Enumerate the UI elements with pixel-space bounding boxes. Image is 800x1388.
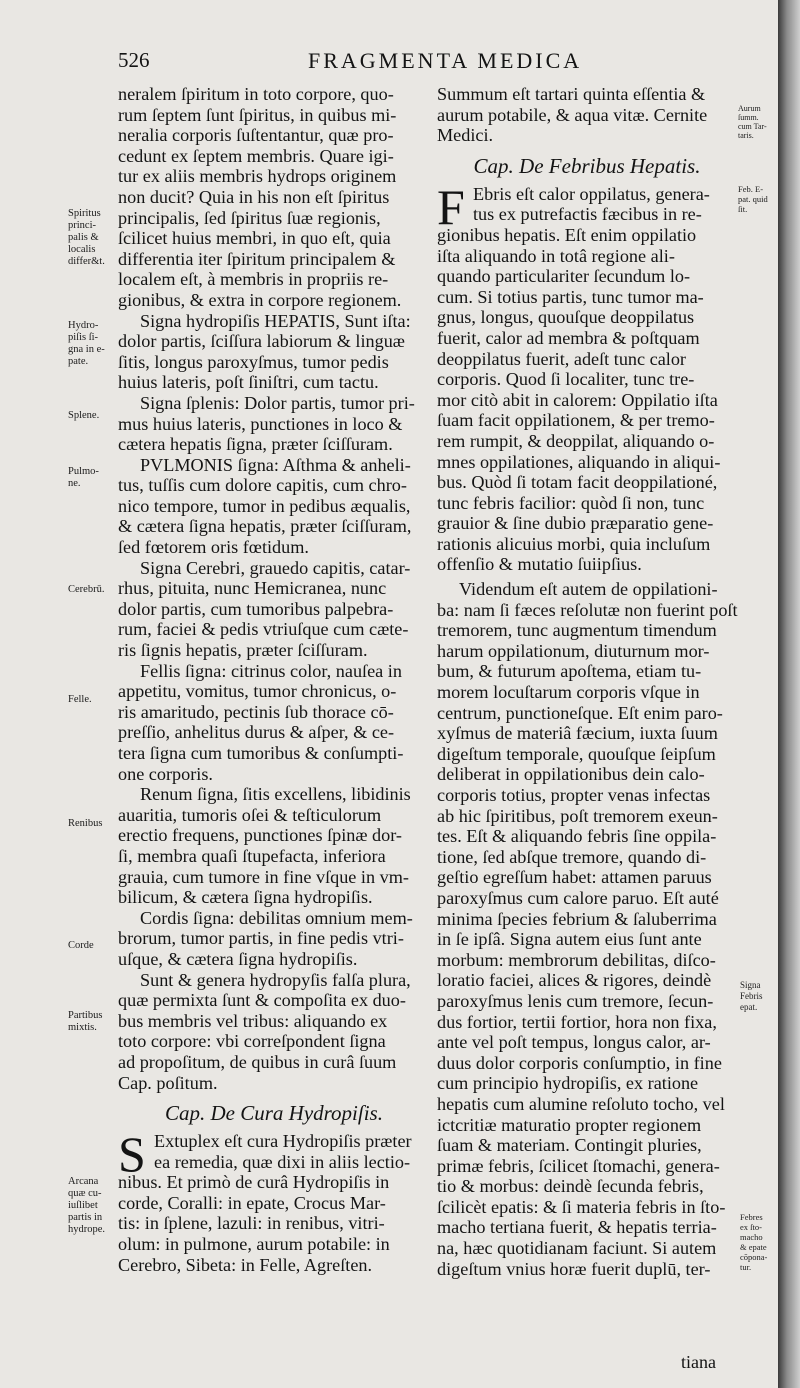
margin-note-line: Hydro- [68,320,99,331]
text-line: Signa Cerebri, grauedo capitis, catar- [140,557,411,578]
text-line: tio & morbus: deindè ſecunda febris, [437,1176,704,1197]
margin-note-hydropisis [68,320,105,368]
text-line: uſque, & cætera ſigna hydropiſis. [118,948,358,969]
text-line: ante vel poſt tempus, longus calor, ar- [437,1032,711,1053]
text-line: cedunt ex ſeptem membris. Quare igi- [118,145,394,166]
text-line: Cap. poſitum. [118,1072,218,1093]
margin-note-line: tur. [740,1262,752,1272]
text-line: ſi, membra quaſi ſtupefacta, inferiora [118,845,386,866]
text-line: tione, ſed abſque tremore, quando di- [437,846,707,867]
text-line: deliberat in oppilationibus dein calo- [437,764,705,785]
text-line: differentia iter ſpiritum principalem & [118,248,396,269]
margin-note-line: cōpona- [740,1252,768,1262]
text-line: nibus. Et primò de curâ Hydropiſis in [118,1172,390,1193]
text-line: ictcritiæ maturatio propter regionem [437,1114,702,1135]
text-line: fuerit, calor ad membra & poſtquam [437,327,700,348]
text-line: minima ſpecies febrium & ſaluberrima [437,908,717,929]
text-line: nico tempore, tumor in pedibus æqualis, [118,495,411,516]
paragraph-hydropisis-hepatis [118,311,430,393]
text-line: Cordis ſigna: debilitas omnium mem- [140,907,413,928]
text-line: dolor partis, cum tumoribus palpebra- [118,598,394,619]
text-line: Videndum eſt autem de oppilationi- [459,579,718,600]
text-line: ſcilicet huius membri, in quo eſt, quia [118,228,391,249]
catchword: tiana [681,1352,716,1372]
margin-note-line: & epate [740,1242,767,1252]
text-line: & cætera ſigna hepatis, præter ſciſſuram, [118,516,412,537]
paragraph-pulmonis [118,455,430,558]
text-line: bus. Quòd ſi totam facit deoppilationé, [437,472,718,493]
margin-note-line: macho [740,1232,763,1242]
paragraph-genera [118,970,430,1094]
text-line: neralem ſpiritum in toto corpore, quo- [118,84,394,104]
margin-note-line: ſumm. [738,113,759,122]
text-line: ſcilicèt epatis: & ſi materia febris in ſto- [437,1196,726,1217]
page-number: 526 [118,48,150,72]
margin-note-line: partis in [68,1212,103,1223]
text-line: mor citò abit in calorem: Oppilatio iſta [437,389,718,410]
margin-note-cerebro [68,584,104,596]
page-binding-gutter [778,0,800,1388]
text-line: macho tertiana fuerit, & hepatis terria- [437,1217,717,1238]
text-line: localem eſt, à membris in propriis re- [118,269,389,290]
text-line: offenſio & mutatio ſuiipſius. [437,554,642,575]
text-line: mus huius lateris, punctiones in loco & [118,413,403,434]
text-line: harum oppilationum, diuturnum mor- [437,640,710,661]
text-line: quando particulariter ſecundum lo- [437,266,691,287]
text-line: rationis alicuius morbi, quia incluſum [437,533,711,554]
text-line: tus ex putrefactis fæcibus in re- [473,204,702,225]
text-line: Renum ſigna, ſitis excellens, libidinis [140,784,411,805]
margin-note-line: pate. [68,356,89,367]
text-line: dolor partis, ſciſſura labiorum & linguæ [118,331,405,352]
text-line: bus membris vel tribus: aliquando ex [118,1010,388,1031]
text-line: Sunt & genera hydropyſis falſa plura, [140,969,411,990]
chapter-heading-cura-hydropisis: Cap. De Cura Hydropiſis. [165,1101,383,1126]
text-line: toto corpore: vbi correſpondent ſigna [118,1031,386,1052]
margin-note-line: Corde [68,940,94,951]
text-line: grauior & ſine dubio præparatio gene- [437,513,714,534]
text-line: auaritia, tumoris oſei & teſticulorum [118,804,382,825]
text-line: one corporis. [118,763,213,784]
text-line: ea remedia, quæ dixi in aliis lectio- [154,1151,411,1172]
paragraph [118,84,430,311]
margin-note-line: Aurum [738,104,761,113]
text-line: ba: nam ſi fæces reſolutæ non fuerint poſt [437,599,738,620]
text-line: duus dolor corporis conſumptio, in fine [437,1052,722,1073]
text-line: paroxyſmus cum calore paruo. Eſt auté [437,887,719,908]
margin-note-line: Felle. [68,694,92,705]
text-line: quæ permixta ſunt & compoſita ex duo- [118,990,406,1011]
text-line: grauia, cum tumore in fine vſque in vm- [118,866,409,887]
left-column [118,84,430,1275]
text-line: non ducit? Quia in his non eſt ſpiritus [118,186,390,207]
margin-note-pulmone [68,466,99,490]
text-line: geſtio egreſſum habet: attamen paruus [437,867,712,888]
margin-note-signa-febris [740,980,763,1013]
text-line: Signa hydropiſis HEPATIS, Sunt iſta: [140,310,411,331]
paragraph-renum [118,784,430,908]
text-line: ris amaritudo, pectinis ſub thorace cō- [118,701,394,722]
text-line: ab hic ſpiritibus, poſt tremorem exeun- [437,805,718,826]
text-line: bilicum, & cætera ſigna hydropiſis. [118,887,373,908]
text-line: tus, tuſſis cum dolore capitis, cum chro- [118,475,407,496]
margin-note-febris-epatis [738,184,768,214]
text-line: ſitis, longus paroxyſmus, tumor pedis [118,351,389,372]
text-line: cum. Si totius partis, tunc tumor ma- [437,286,704,307]
text-line: Medici. [437,125,494,146]
text-line: erectio frequens, punctiones ſpinæ dor- [118,825,402,846]
margin-note-line: iuſlibet [68,1200,98,1211]
text-line: dus fortior, tertii fortior, hora non fixa, [437,1011,717,1032]
margin-note-line: Renibus [68,818,103,829]
margin-note-line: Signa [740,980,761,990]
text-line: corporis. Quod ſi localiter, tunc tre- [437,369,695,390]
text-line: olum: in pulmone, aurum potabile: in [118,1234,390,1255]
margin-note-line: taris. [738,131,754,140]
margin-note-aurum [738,104,767,140]
chapter-heading-febribus-hepatis: Cap. De Febribus Hepatis. [473,153,701,178]
margin-note-line: localis [68,244,96,255]
text-line: morbum: membrorum debilitas, diſco- [437,949,716,970]
text-line: tremorem, tunc augmentum timendum [437,620,717,641]
text-line: PVLMONIS ſigna: Aſthma & anheli- [140,454,411,475]
margin-note-felle [68,694,92,706]
margin-note-splene [68,410,99,422]
margin-note-line: differ&t. [68,256,105,267]
text-line: neralia corporis ſuſtentantur, quæ pro- [118,125,394,146]
text-line: Ebris eſt calor oppilatus, genera- [473,183,710,204]
text-line: loratio faciei, alices & rigores, deindè [437,970,712,991]
text-line: corde, Coralli: in epate, Crocus Mar- [118,1192,386,1213]
margin-note-arcana [68,1176,105,1236]
margin-note-line: cum Tar- [738,122,767,131]
text-line: Summum eſt tartari quinta eſſentia & [437,84,706,104]
margin-note-partibus [68,1010,102,1034]
margin-note-line: ſit. [738,204,748,214]
paragraph-fellis [118,661,430,785]
text-line: brorum, tumor partis, in fine pedis vtri- [118,928,404,949]
paragraph-videndum [437,579,737,1279]
margin-note-line: epat. [740,1002,758,1012]
text-line: huius lateris, poſt ſiniſtri, cum tactu. [118,372,379,393]
margin-note-line: Partibus [68,1010,103,1021]
text-line: digeſtum vnius horæ fuerit duplū, ter- [437,1258,711,1279]
text-line: in ſe ipſâ. Signa autem eius ſunt ante [437,929,702,950]
text-line: tur ex aliis membris hydrops originem [118,166,397,187]
paragraph-cura [118,1126,430,1275]
text-line: iſta aliquando in totâ regione ali- [437,245,675,266]
paragraph-cordis [118,908,430,970]
margin-note-line: Febres [740,1212,763,1222]
text-line: gionibus, & extra in corpore regionem. [118,289,402,310]
margin-note-line: piſis ſi- [68,332,99,343]
margin-note-line: ne. [68,478,81,489]
text-line: gionibus hepatis. Eſt enim oppilatio [437,224,697,245]
page-header [118,48,738,78]
margin-note-line: Feb. E- [738,184,764,194]
margin-note-line: ex ſto- [740,1222,762,1232]
margin-note-corde [68,940,94,952]
text-line: appetitu, vomitus, tumor chronicus, o- [118,681,397,702]
margin-note-febres [740,1212,767,1272]
text-line: morem locuſtarum corporis vſque in [437,682,700,703]
margin-note-line: princi- [68,220,96,231]
text-line: na, hæc quotidianam faciunt. Si autem [437,1238,717,1259]
text-line: tis: in ſplene, lazuli: in renibus, vitri- [118,1213,385,1234]
margin-note-line: Spiritus [68,208,101,219]
margin-note-line: Arcana [68,1176,99,1187]
text-line: cætera hepatis ſigna, præter ſciſſuram. [118,434,393,455]
running-title: FRAGMENTA MEDICA [308,48,583,73]
paragraph-cerebri [118,558,430,661]
drop-cap: F [437,178,465,235]
text-line: ris ſignis hepatis, præter ſciſſuram. [118,640,368,661]
margin-note-line: Splene. [68,410,100,421]
text-line: rem rumpit, & deoppilat, aliquando o- [437,430,715,451]
paragraph [437,84,737,146]
text-line: corporis totius, propter venas infectas [437,785,711,805]
text-line: xyſmus de materiâ fæcium, iuxta ſuum [437,723,718,744]
text-line: principalis, ſed ſpiritus ſuæ regionis, [118,207,381,228]
drop-cap: S [118,1126,146,1183]
right-column [437,84,737,1279]
text-line: Cerebro, Sibeta: in Felle, Agreſten. [118,1254,373,1275]
text-line: primæ febris, ſcilicet ſtomachi, genera- [437,1155,720,1176]
margin-note-line: pat. quid [738,194,768,204]
text-line: rhus, pituita, nunc Hemicranea, nunc [118,578,387,599]
paragraph-febris [437,178,737,575]
margin-note-line: gna in e- [68,344,105,355]
margin-note-spiritus [68,208,105,268]
text-line: ſuam facit oppilationem, & per tremo- [437,410,715,431]
text-line: digeſtum temporale, quouſque ſeipſum [437,743,716,764]
margin-note-line: hydrope. [68,1224,106,1235]
text-line: Extuplex eſt cura Hydropiſis præter [154,1131,412,1152]
text-line: preſſio, anhelitus durus & aſper, & ce- [118,722,395,743]
text-line: rum, faciei & pedis vtriuſque cum cæte- [118,619,409,640]
text-line: tunc febris facilior: quòd ſi non, tunc [437,492,705,513]
margin-note-line: Pulmo- [68,466,99,477]
margin-note-line: palis & [68,232,99,243]
text-line: ſed fœtorem oris fœtidum. [118,537,309,558]
text-line: hepatis cum alumine reſoluto tocho, vel [437,1093,725,1114]
text-line: paroxyſmus lenis cum tremore, ſecun- [437,990,714,1011]
text-line: tes. Eſt & aliquando febris ſine oppila- [437,826,717,847]
text-line: Signa ſplenis: Dolor partis, tumor pri- [140,392,415,413]
text-line: ſuam & materiam. Contingit pluries, [437,1135,702,1156]
text-line: Fellis ſigna: citrinus color, nauſea in [140,660,402,681]
text-line: ad propoſitum, de quibus in curâ ſuum [118,1051,397,1072]
margin-note-line: quæ cu- [68,1188,102,1199]
text-line: aurum potabile, & aqua vitæ. Cernite [437,104,708,125]
text-line: mnes oppilationes, aliquando in aliqui- [437,451,721,472]
paragraph-splenis [118,393,430,455]
text-line: gnus, longus, quouſque deoppilatus [437,307,695,328]
text-line: deoppilatus fuerit, adeſt tunc calor [437,348,686,369]
text-line: bum, & futurum apoſtema, etiam tu- [437,661,702,682]
text-line: cum principio hydropiſis, ex ratione [437,1073,699,1094]
text-line: rum ſeptem ſunt ſpiritus, in quibus mi- [118,104,397,125]
margin-note-renibus [68,818,102,830]
text-line: tera ſigna cum tumoribus & conſumpti- [118,743,404,763]
margin-note-line: Cerebrū. [68,584,105,595]
text-line: centrum, punctioneſque. Eſt enim paro- [437,702,723,723]
margin-note-line: mixtis. [68,1022,97,1033]
margin-note-line: Febris [740,991,763,1001]
